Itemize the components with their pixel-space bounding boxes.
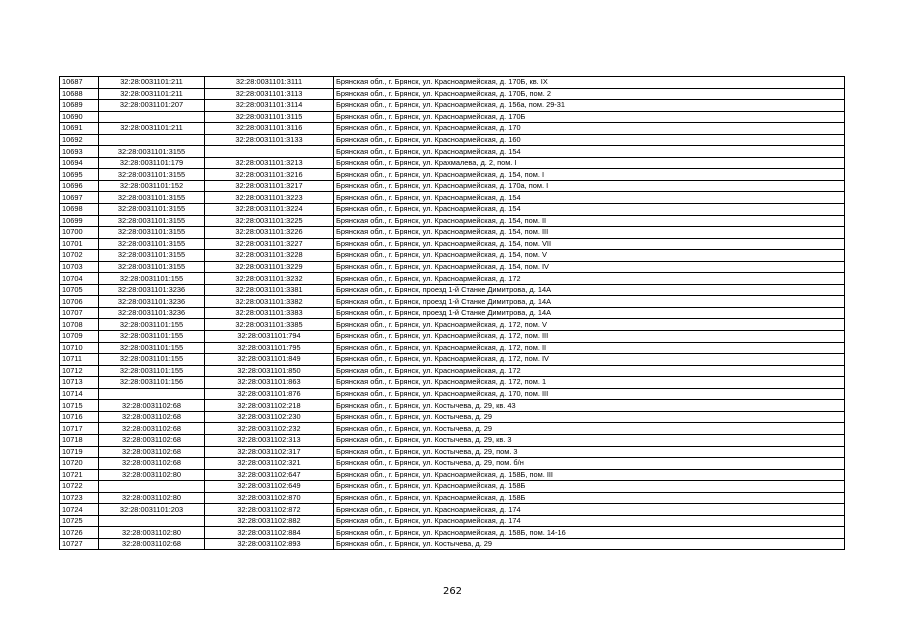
row-number-cell: 10724	[60, 504, 99, 516]
parcel-cadastral-number-cell: 32:28:0031102:68	[99, 434, 205, 446]
object-cadastral-number-cell: 32:28:0031101:3225	[205, 215, 334, 227]
object-cadastral-number-cell: 32:28:0031101:3111	[205, 77, 334, 89]
parcel-cadastral-number-cell: 32:28:0031102:80	[99, 492, 205, 504]
parcel-cadastral-number-cell: 32:28:0031102:68	[99, 538, 205, 550]
address-cell: Брянская обл., г. Брянск, ул. Красноармейская, д. 156а, пом. 29-31	[334, 100, 845, 112]
table-row	[60, 123, 845, 135]
object-cadastral-number-cell: 32:28:0031101:863	[205, 377, 334, 389]
row-number-cell: 10694	[60, 157, 99, 169]
table-row	[60, 434, 845, 446]
address-cell: Брянская обл., г. Брянск, ул. Красноармейская, д. 170Б	[334, 111, 845, 123]
row-number-cell: 10727	[60, 538, 99, 550]
parcel-cadastral-number-cell: 32:28:0031101:211	[99, 77, 205, 89]
address-cell: Брянская обл., г. Брянск, ул. Красноармейская, д. 172	[334, 273, 845, 285]
parcel-cadastral-number-cell: 32:28:0031102:68	[99, 446, 205, 458]
table-row	[60, 296, 845, 308]
row-number-cell: 10688	[60, 88, 99, 100]
object-cadastral-number-cell: 32:28:0031101:3382	[205, 296, 334, 308]
row-number-cell: 10696	[60, 180, 99, 192]
object-cadastral-number-cell	[205, 146, 334, 158]
table-row	[60, 273, 845, 285]
row-number-cell: 10708	[60, 319, 99, 331]
parcel-cadastral-number-cell: 32:28:0031101:211	[99, 123, 205, 135]
page-number: 262	[442, 586, 463, 597]
table-row	[60, 204, 845, 216]
parcel-cadastral-number-cell: 32:28:0031101:155	[99, 273, 205, 285]
parcel-cadastral-number-cell	[99, 134, 205, 146]
address-cell: Брянская обл., г. Брянск, ул. Красноармейская, д. 154, пом. V	[334, 250, 845, 262]
row-number-cell: 10722	[60, 481, 99, 493]
object-cadastral-number-cell: 32:28:0031102:882	[205, 515, 334, 527]
parcel-cadastral-number-cell: 32:28:0031101:203	[99, 504, 205, 516]
row-number-cell: 10714	[60, 388, 99, 400]
row-number-cell: 10705	[60, 284, 99, 296]
parcel-cadastral-number-cell: 32:28:0031101:3155	[99, 215, 205, 227]
address-cell: Брянская обл., г. Брянск, ул. Красноармейская, д. 154, пом. III	[334, 227, 845, 239]
parcel-cadastral-number-cell: 32:28:0031101:3155	[99, 146, 205, 158]
address-cell: Брянская обл., г. Брянск, ул. Костычева, д. 29	[334, 411, 845, 423]
table-row	[60, 423, 845, 435]
address-cell: Брянская обл., г. Брянск, проезд 1-й Станке Димитрова, д. 14А	[334, 284, 845, 296]
address-cell: Брянская обл., г. Брянск, ул. Красноармейская, д. 154, пом. VII	[334, 238, 845, 250]
object-cadastral-number-cell: 32:28:0031102:649	[205, 481, 334, 493]
row-number-cell: 10710	[60, 342, 99, 354]
parcel-cadastral-number-cell: 32:28:0031101:3155	[99, 192, 205, 204]
parcel-cadastral-number-cell: 32:28:0031101:152	[99, 180, 205, 192]
address-cell: Брянская обл., г. Брянск, ул. Костычева, д. 29, пом. 3	[334, 446, 845, 458]
row-number-cell: 10706	[60, 296, 99, 308]
table-row	[60, 77, 845, 89]
object-cadastral-number-cell: 32:28:0031101:3115	[205, 111, 334, 123]
row-number-cell: 10703	[60, 261, 99, 273]
table-row	[60, 527, 845, 539]
address-cell: Брянская обл., г. Брянск, ул. Костычева, д. 29	[334, 538, 845, 550]
row-number-cell: 10693	[60, 146, 99, 158]
row-number-cell: 10691	[60, 123, 99, 135]
address-cell: Брянская обл., г. Брянск, ул. Красноармейская, д. 172, пом. V	[334, 319, 845, 331]
parcel-cadastral-number-cell: 32:28:0031101:155	[99, 342, 205, 354]
object-cadastral-number-cell: 32:28:0031101:3381	[205, 284, 334, 296]
object-cadastral-number-cell: 32:28:0031102:647	[205, 469, 334, 481]
parcel-cadastral-number-cell: 32:28:0031101:3155	[99, 227, 205, 239]
row-number-cell: 10723	[60, 492, 99, 504]
table-row	[60, 538, 845, 550]
cadastral-register-table	[59, 76, 845, 550]
table-row	[60, 88, 845, 100]
object-cadastral-number-cell: 32:28:0031101:3116	[205, 123, 334, 135]
row-number-cell: 10715	[60, 400, 99, 412]
address-cell: Брянская обл., г. Брянск, ул. Красноармейская, д. 158Б	[334, 481, 845, 493]
object-cadastral-number-cell: 32:28:0031101:3217	[205, 180, 334, 192]
register-table-body	[60, 77, 845, 550]
row-number-cell: 10725	[60, 515, 99, 527]
row-number-cell: 10707	[60, 307, 99, 319]
object-cadastral-number-cell: 32:28:0031101:3216	[205, 169, 334, 181]
parcel-cadastral-number-cell: 32:28:0031101:211	[99, 88, 205, 100]
parcel-cadastral-number-cell: 32:28:0031102:68	[99, 423, 205, 435]
address-cell: Брянская обл., г. Брянск, ул. Костычева, д. 29	[334, 423, 845, 435]
object-cadastral-number-cell: 32:28:0031101:3227	[205, 238, 334, 250]
row-number-cell: 10695	[60, 169, 99, 181]
object-cadastral-number-cell: 32:28:0031102:870	[205, 492, 334, 504]
table-row	[60, 377, 845, 389]
object-cadastral-number-cell: 32:28:0031101:3114	[205, 100, 334, 112]
parcel-cadastral-number-cell: 32:28:0031101:155	[99, 365, 205, 377]
table-row	[60, 400, 845, 412]
parcel-cadastral-number-cell	[99, 515, 205, 527]
object-cadastral-number-cell: 32:28:0031101:3213	[205, 157, 334, 169]
object-cadastral-number-cell: 32:28:0031101:3226	[205, 227, 334, 239]
table-row	[60, 319, 845, 331]
row-number-cell: 10704	[60, 273, 99, 285]
table-row	[60, 111, 845, 123]
table-row	[60, 469, 845, 481]
row-number-cell: 10689	[60, 100, 99, 112]
table-row	[60, 215, 845, 227]
table-row	[60, 227, 845, 239]
parcel-cadastral-number-cell: 32:28:0031101:3236	[99, 307, 205, 319]
row-number-cell: 10697	[60, 192, 99, 204]
row-number-cell: 10709	[60, 331, 99, 343]
parcel-cadastral-number-cell: 32:28:0031102:80	[99, 469, 205, 481]
object-cadastral-number-cell: 32:28:0031102:230	[205, 411, 334, 423]
address-cell: Брянская обл., г. Брянск, ул. Красноармейская, д. 154	[334, 204, 845, 216]
row-number-cell: 10718	[60, 434, 99, 446]
row-number-cell: 10698	[60, 204, 99, 216]
row-number-cell: 10687	[60, 77, 99, 89]
row-number-cell: 10702	[60, 250, 99, 262]
address-cell: Брянская обл., г. Брянск, ул. Красноармейская, д. 158Б, пом. 14-16	[334, 527, 845, 539]
row-number-cell: 10713	[60, 377, 99, 389]
parcel-cadastral-number-cell: 32:28:0031101:155	[99, 319, 205, 331]
address-cell: Брянская обл., г. Брянск, ул. Костычева, д. 29, кв. 3	[334, 434, 845, 446]
object-cadastral-number-cell: 32:28:0031102:872	[205, 504, 334, 516]
parcel-cadastral-number-cell: 32:28:0031102:68	[99, 458, 205, 470]
address-cell: Брянская обл., г. Брянск, ул. Красноармейская, д. 154, пом. IV	[334, 261, 845, 273]
table-row	[60, 261, 845, 273]
address-cell: Брянская обл., г. Брянск, ул. Крахмалева, д. 2, пом. I	[334, 157, 845, 169]
address-cell: Брянская обл., г. Брянск, ул. Красноармейская, д. 172	[334, 365, 845, 377]
address-cell: Брянская обл., г. Брянск, проезд 1-й Станке Димитрова, д. 14А	[334, 296, 845, 308]
address-cell: Брянская обл., г. Брянск, ул. Красноармейская, д. 170, пом. III	[334, 388, 845, 400]
parcel-cadastral-number-cell: 32:28:0031102:80	[99, 527, 205, 539]
address-cell: Брянская обл., г. Брянск, ул. Красноармейская, д. 154, пом. II	[334, 215, 845, 227]
object-cadastral-number-cell: 32:28:0031101:850	[205, 365, 334, 377]
table-row	[60, 481, 845, 493]
row-number-cell: 10692	[60, 134, 99, 146]
row-number-cell: 10711	[60, 354, 99, 366]
address-cell: Брянская обл., г. Брянск, ул. Красноармейская, д. 158Б	[334, 492, 845, 504]
object-cadastral-number-cell: 32:28:0031101:795	[205, 342, 334, 354]
parcel-cadastral-number-cell: 32:28:0031101:155	[99, 354, 205, 366]
address-cell: Брянская обл., г. Брянск, ул. Красноармейская, д. 172, пом. III	[334, 331, 845, 343]
parcel-cadastral-number-cell: 32:28:0031101:3155	[99, 261, 205, 273]
address-cell: Брянская обл., г. Брянск, проезд 1-й Станке Димитрова, д. 14А	[334, 307, 845, 319]
row-number-cell: 10690	[60, 111, 99, 123]
row-number-cell: 10726	[60, 527, 99, 539]
row-number-cell: 10700	[60, 227, 99, 239]
object-cadastral-number-cell: 32:28:0031101:3385	[205, 319, 334, 331]
row-number-cell: 10717	[60, 423, 99, 435]
table-row	[60, 354, 845, 366]
address-cell: Брянская обл., г. Брянск, ул. Костычева, д. 29, пом. б/н	[334, 458, 845, 470]
table-row	[60, 446, 845, 458]
table-row	[60, 307, 845, 319]
table-row	[60, 134, 845, 146]
address-cell: Брянская обл., г. Брянск, ул. Красноармейская, д. 172, пом. IV	[334, 354, 845, 366]
parcel-cadastral-number-cell: 32:28:0031101:3155	[99, 238, 205, 250]
parcel-cadastral-number-cell: 32:28:0031101:3236	[99, 296, 205, 308]
address-cell: Брянская обл., г. Брянск, ул. Красноармейская, д. 172, пом. II	[334, 342, 845, 354]
table-row	[60, 192, 845, 204]
row-number-cell: 10712	[60, 365, 99, 377]
address-cell: Брянская обл., г. Брянск, ул. Красноармейская, д. 170Б, кв. IX	[334, 77, 845, 89]
object-cadastral-number-cell: 32:28:0031102:893	[205, 538, 334, 550]
table-row	[60, 504, 845, 516]
object-cadastral-number-cell: 32:28:0031101:3133	[205, 134, 334, 146]
table-row	[60, 411, 845, 423]
table-row	[60, 250, 845, 262]
table-row	[60, 284, 845, 296]
row-number-cell: 10719	[60, 446, 99, 458]
address-cell: Брянская обл., г. Брянск, ул. Красноармейская, д. 170	[334, 123, 845, 135]
parcel-cadastral-number-cell: 32:28:0031102:68	[99, 411, 205, 423]
parcel-cadastral-number-cell: 32:28:0031101:3236	[99, 284, 205, 296]
parcel-cadastral-number-cell: 32:28:0031101:179	[99, 157, 205, 169]
object-cadastral-number-cell: 32:28:0031101:3224	[205, 204, 334, 216]
table-row	[60, 492, 845, 504]
address-cell: Брянская обл., г. Брянск, ул. Красноармейская, д. 174	[334, 515, 845, 527]
address-cell: Брянская обл., г. Брянск, ул. Красноармейская, д. 160	[334, 134, 845, 146]
table-row	[60, 169, 845, 181]
parcel-cadastral-number-cell: 32:28:0031101:3155	[99, 204, 205, 216]
table-row	[60, 388, 845, 400]
parcel-cadastral-number-cell	[99, 111, 205, 123]
address-cell: Брянская обл., г. Брянск, ул. Красноармейская, д. 172, пом. 1	[334, 377, 845, 389]
table-row	[60, 146, 845, 158]
table-row	[60, 238, 845, 250]
parcel-cadastral-number-cell: 32:28:0031101:3155	[99, 250, 205, 262]
address-cell: Брянская обл., г. Брянск, ул. Красноармейская, д. 170Б, пом. 2	[334, 88, 845, 100]
row-number-cell: 10716	[60, 411, 99, 423]
object-cadastral-number-cell: 32:28:0031102:218	[205, 400, 334, 412]
table-row	[60, 100, 845, 112]
object-cadastral-number-cell: 32:28:0031102:313	[205, 434, 334, 446]
address-cell: Брянская обл., г. Брянск, ул. Красноармейская, д. 174	[334, 504, 845, 516]
object-cadastral-number-cell: 32:28:0031102:321	[205, 458, 334, 470]
object-cadastral-number-cell: 32:28:0031101:3232	[205, 273, 334, 285]
row-number-cell: 10701	[60, 238, 99, 250]
object-cadastral-number-cell: 32:28:0031101:849	[205, 354, 334, 366]
table-row	[60, 342, 845, 354]
object-cadastral-number-cell: 32:28:0031101:3113	[205, 88, 334, 100]
object-cadastral-number-cell: 32:28:0031101:3223	[205, 192, 334, 204]
object-cadastral-number-cell: 32:28:0031101:794	[205, 331, 334, 343]
parcel-cadastral-number-cell: 32:28:0031101:156	[99, 377, 205, 389]
object-cadastral-number-cell: 32:28:0031102:884	[205, 527, 334, 539]
parcel-cadastral-number-cell: 32:28:0031101:207	[99, 100, 205, 112]
parcel-cadastral-number-cell	[99, 481, 205, 493]
row-number-cell: 10720	[60, 458, 99, 470]
parcel-cadastral-number-cell	[99, 388, 205, 400]
table-row	[60, 365, 845, 377]
address-cell: Брянская обл., г. Брянск, ул. Красноармейская, д. 170а, пом. I	[334, 180, 845, 192]
address-cell: Брянская обл., г. Брянск, ул. Красноармейская, д. 154, пом. I	[334, 169, 845, 181]
parcel-cadastral-number-cell: 32:28:0031101:155	[99, 331, 205, 343]
object-cadastral-number-cell: 32:28:0031101:876	[205, 388, 334, 400]
table-row	[60, 180, 845, 192]
address-cell: Брянская обл., г. Брянск, ул. Костычева, д. 29, кв. 43	[334, 400, 845, 412]
row-number-cell: 10699	[60, 215, 99, 227]
object-cadastral-number-cell: 32:28:0031101:3228	[205, 250, 334, 262]
object-cadastral-number-cell: 32:28:0031101:3383	[205, 307, 334, 319]
table-row	[60, 515, 845, 527]
table-row	[60, 331, 845, 343]
address-cell: Брянская обл., г. Брянск, ул. Красноармейская, д. 154	[334, 192, 845, 204]
parcel-cadastral-number-cell: 32:28:0031102:68	[99, 400, 205, 412]
parcel-cadastral-number-cell: 32:28:0031101:3155	[99, 169, 205, 181]
address-cell: Брянская обл., г. Брянск, ул. Красноармейская, д. 158Б, пом. III	[334, 469, 845, 481]
address-cell: Брянская обл., г. Брянск, ул. Красноармейская, д. 154	[334, 146, 845, 158]
object-cadastral-number-cell: 32:28:0031102:317	[205, 446, 334, 458]
table-row	[60, 157, 845, 169]
object-cadastral-number-cell: 32:28:0031102:232	[205, 423, 334, 435]
row-number-cell: 10721	[60, 469, 99, 481]
table-row	[60, 458, 845, 470]
object-cadastral-number-cell: 32:28:0031101:3229	[205, 261, 334, 273]
